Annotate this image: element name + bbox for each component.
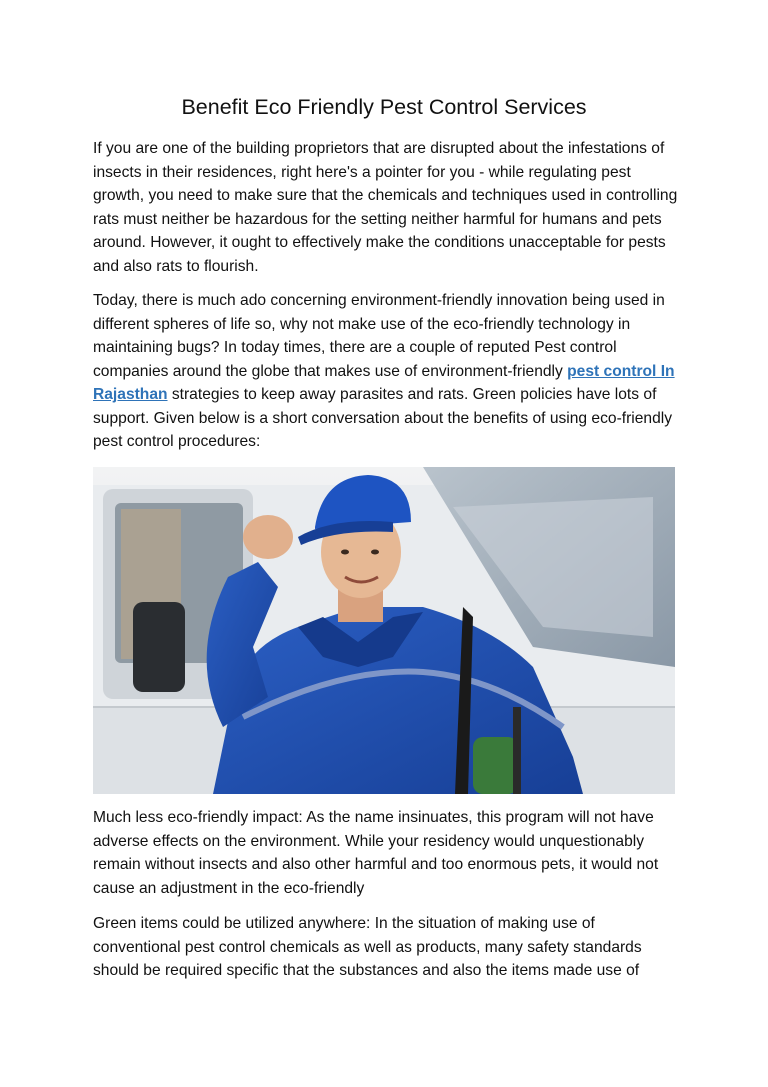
pest-control-rajasthan-link[interactable]: pest control In Rajasthan [93, 362, 675, 403]
paragraph-eco-technology [93, 289, 678, 454]
paragraph-intro: If you are one of the building proprietors that are disrupted about the infestations of insects in their residences, right here's a pointer for you - while regulating pest growth, you need to make sure that the chemicals and techniques used in controlling rats must neither be hazardous for the setting neither harmful for humans and pets around. However, it ought to effectively make the conditions unacceptable for pests and also rats to flourish. [93, 140, 678, 275]
page-title: Benefit Eco Friendly Pest Control Services [181, 95, 587, 119]
pest-control-worker-photo [93, 467, 675, 794]
paragraph-green-items: Green items could be utilized anywhere: In the situation of making use of conventional pest control chemicals as well as products, many safety standards should be required specific that the substances and also the items made use of [93, 915, 642, 979]
paragraph-text-after-link: strategies to keep away parasites and rats. Green policies have lots of support. Given below is a short conversation about the benefits of using eco-friendly pest control procedures: [93, 386, 673, 450]
paragraph-eco-impact: Much less eco-friendly impact: As the name insinuates, this program will not have adverse effects on the environment. While your residency would unquestionably remain without insects and also other harmful and too enormous pets, it would not cause an adjustment in the eco-friendly [93, 809, 659, 897]
paragraph-text-before-link: Today, there is much ado concerning environment-friendly innovation being used in different spheres of life so, why not make use of the eco-friendly technology in maintaining bugs? In today times, there are a couple of reputed Pest control companies around the globe that makes use of environment-friendly [93, 292, 665, 380]
